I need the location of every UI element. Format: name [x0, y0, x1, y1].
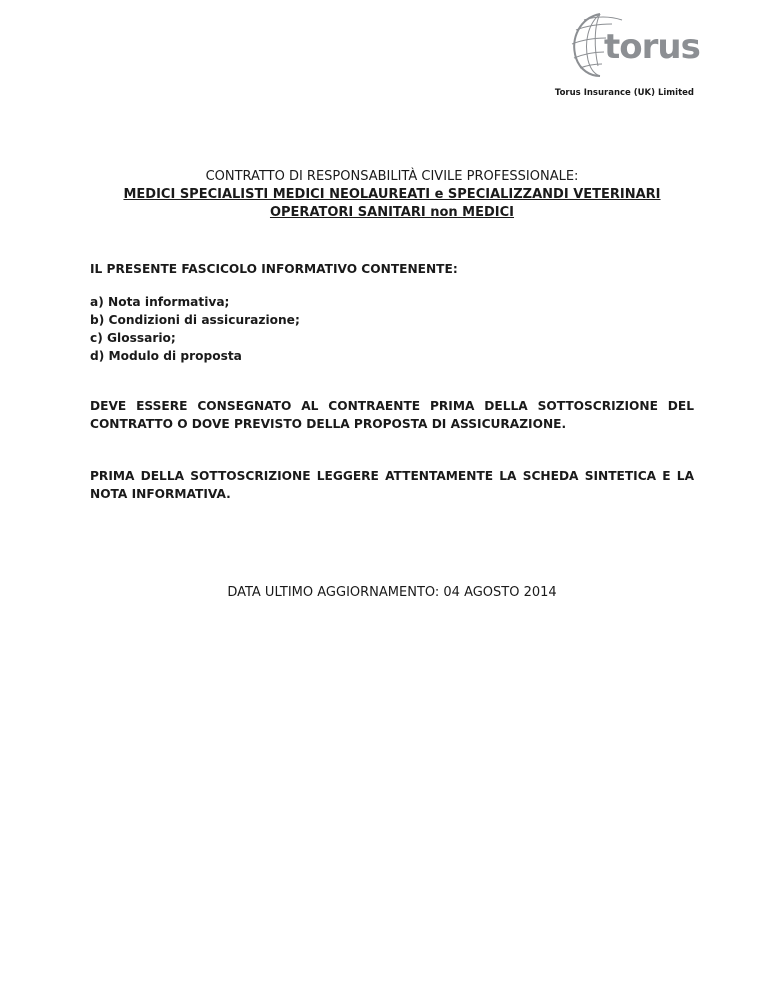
- title-line-3: OPERATORI SANITARI non MEDICI: [269, 205, 515, 220]
- list-item: a) Nota informativa;: [90, 295, 230, 309]
- list-item: c) Glossario;: [90, 331, 176, 345]
- title-line-2: MEDICI SPECIALISTI MEDICI NEOLAUREATI e SPECIALIZZANDI VETERINARI: [123, 187, 661, 202]
- contents-list: [90, 293, 694, 365]
- reading-notice: PRIMA DELLA SOTTOSCRIZIONE LEGGERE ATTENTAMENTE LA SCHEDA SINTETICA E LA NOTA INFORMATIVA.: [90, 469, 694, 501]
- company-name: Torus Insurance (UK) Limited: [554, 88, 694, 98]
- delivery-notice: DEVE ESSERE CONSEGNATO AL CONTRAENTE PRIMA DELLA SOTTOSCRIZIONE DEL CONTRATTO O DOVE PREVISTO DELLA PROPOSTA DI ASSICURAZIONE.: [90, 399, 694, 431]
- title-line-1: CONTRATTO DI RESPONSABILITÀ CIVILE PROFESSIONALE:: [205, 169, 579, 184]
- list-item: d) Modulo di proposta: [90, 349, 242, 363]
- list-item: b) Condizioni di assicurazione;: [90, 313, 300, 327]
- logo-wordmark: torus: [604, 27, 700, 67]
- torus-logo: [566, 8, 700, 78]
- contents-intro: IL PRESENTE FASCICOLO INFORMATIVO CONTENENTE:: [90, 262, 458, 276]
- last-update-date: DATA ULTIMO AGGIORNAMENTO: 04 AGOSTO 2014: [227, 585, 557, 600]
- document-title: [90, 168, 694, 222]
